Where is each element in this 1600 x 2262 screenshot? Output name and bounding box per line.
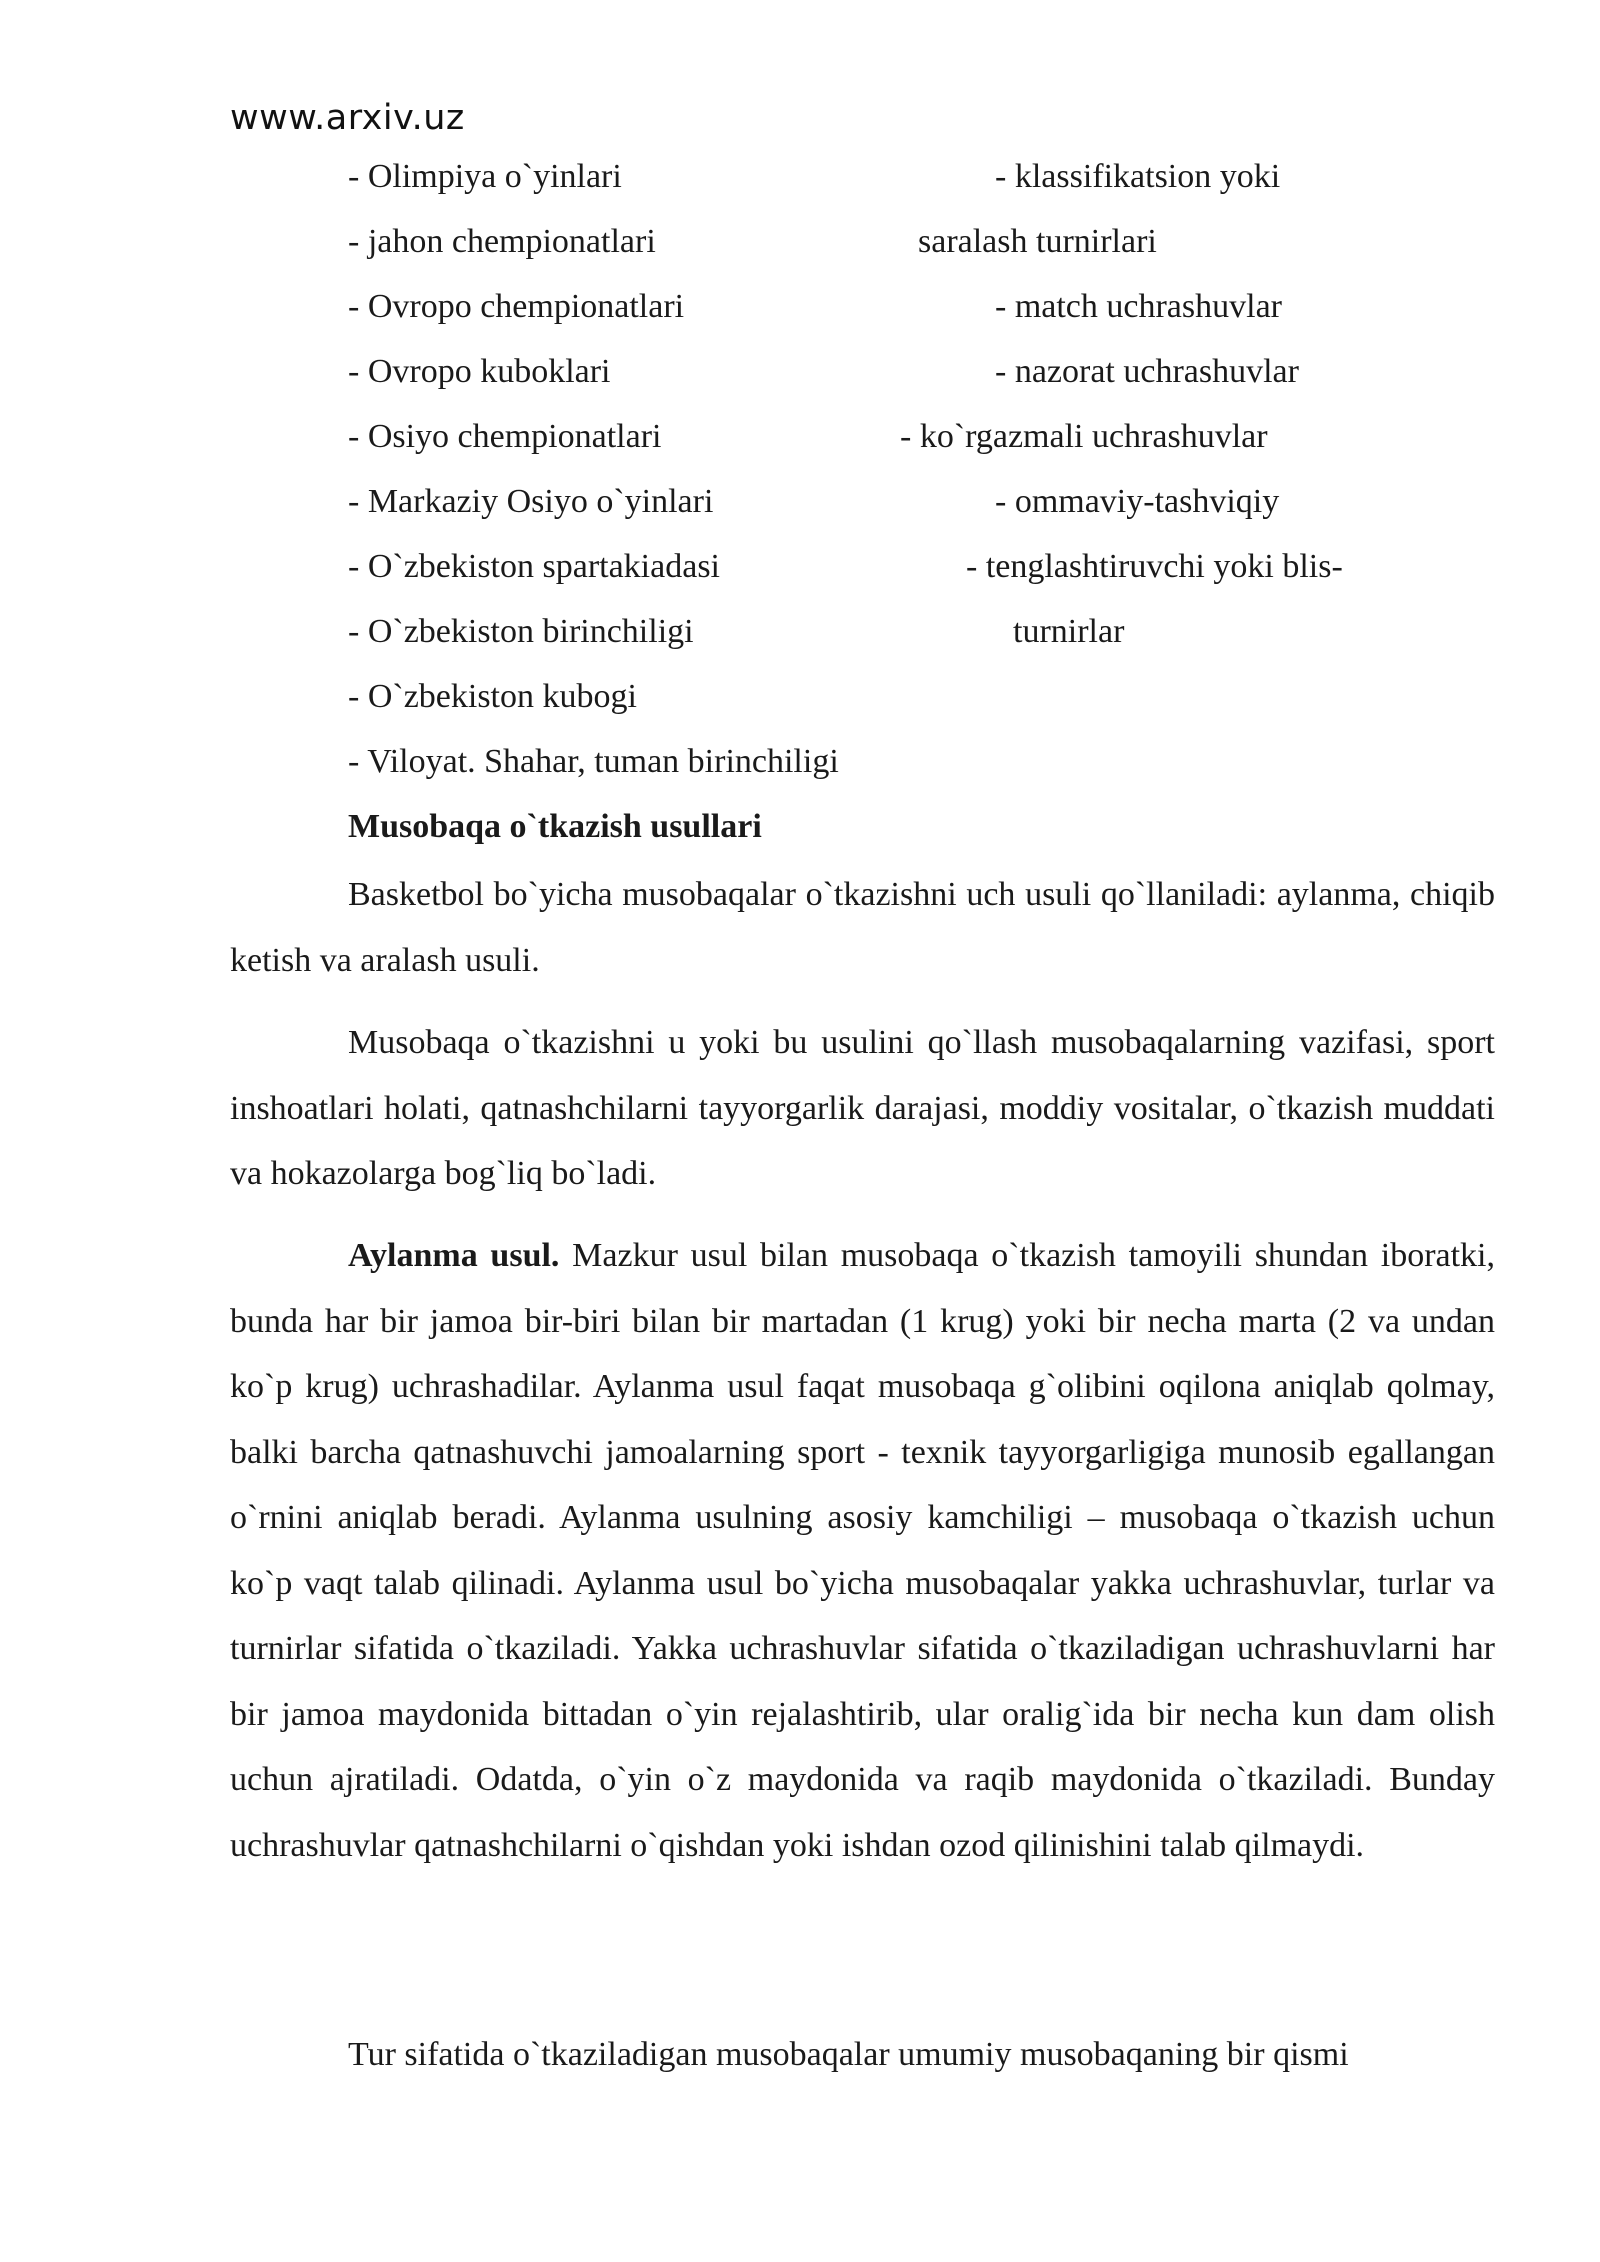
term-aylanma-usul: Aylanma usul. <box>348 1237 560 1274</box>
list-item: - nazorat uchrashuvlar <box>995 353 1299 390</box>
list-item: - tenglashtiruvchi yoki blis- <box>966 548 1343 585</box>
list-item: - ommaviy-tashviqiy <box>995 483 1280 520</box>
list-item: - Olimpiya o`yinlari <box>348 158 622 195</box>
list-item: - Osiyo chempionatlari <box>348 418 662 455</box>
paragraph-tour: Tur sifatida o`tkaziladigan musobaqalar umumiy musobaqaning bir qismi <box>348 2036 1349 2073</box>
list-item: - O`zbekiston birinchiligi <box>348 613 694 650</box>
list-item: - O`zbekiston kubogi <box>348 678 637 715</box>
list-item: saralash turnirlari <box>918 223 1157 260</box>
paragraph-round-robin <box>230 1223 1495 1878</box>
list-item: - match uchrashuvlar <box>995 288 1282 325</box>
list-item: - O`zbekiston spartakiadasi <box>348 548 720 585</box>
section-heading: Musobaqa o`tkazish usullari <box>348 808 762 845</box>
list-item: - Viloyat. Shahar, tuman birinchiligi <box>348 743 839 780</box>
paragraph-method-choice: Musobaqa o`tkazishni u yoki bu usulini qo`llash musobaqalarning vazifasi, sport inshoatlari holati, qatnashchilarni tayyorgarlik darajasi, moddiy vositalar, o`tkazish muddati va hokazolarga bog`liq bo`ladi. <box>230 1024 1495 1192</box>
paragraph-intro: Basketbol bo`yicha musobaqalar o`tkazishni uch usuli qo`llaniladi: aylanma, chiqib ketish va aralash usuli. <box>230 876 1495 979</box>
list-item: - Ovropo chempionatlari <box>348 288 685 325</box>
list-item: - jahon chempionatlari <box>348 223 656 260</box>
list-item: - Ovropo kuboklari <box>348 353 611 390</box>
site-watermark[interactable]: www.arxiv.uz <box>230 98 465 138</box>
list-item: - Markaziy Osiyo o`yinlari <box>348 483 714 520</box>
paragraph-round-robin-body: Mazkur usul bilan musobaqa o`tkazish tamoyili shundan iboratki, bunda har bir jamoa bir-biri bilan bir martadan (1 krug) yoki bir necha marta (2 va undan ko`p krug) uchrashadilar. Aylanma usul faqat musobaqa g`olibini oqilona aniqlab qolmay, balki barcha qatnashuvchi jamoalarning sport - texnik tayyorgarligiga munosib egallangan o`rnini aniqlab beradi. Aylanma usulning asosiy kamchiligi – musobaqa o`tkazish uchun ko`p vaqt talab qilinadi. Aylanma usul bo`yicha musobaqalar yakka uchrashuvlar, turlar va turnirlar sifatida o`tkaziladi. Yakka uchrashuvlar sifatida o`tkaziladigan uchrashuvlarni har bir jamoa maydonida bittadan o`yin rejalashtirib, ular oralig`ida bir necha kun dam olish uchun ajratiladi. Odatda, o`yin o`z maydonida va raqib maydonida o`tkaziladi. Bunday uchrashuvlar qatnashchilarni o`qishdan yoki ishdan ozod qilinishini talab qilmaydi. <box>230 1237 1495 1864</box>
list-item: turnirlar <box>1013 613 1125 650</box>
list-item: - klassifikatsion yoki <box>995 158 1281 195</box>
list-item: - ko`rgazmali uchrashuvlar <box>900 418 1268 455</box>
